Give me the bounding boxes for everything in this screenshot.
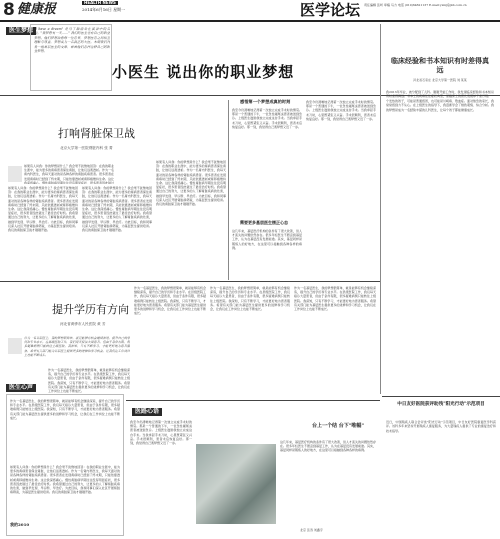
issue-line: 2014年6月16日 星期一: [82, 7, 126, 12]
article-title-clinical: 临床经验和书本知识有时差得真远: [391, 56, 489, 74]
feature-body-left: 我至今仍清晰地记得第一次独立完成手术时的情景。那是一个普通的下午，一位急性阑尾炎患者被送到急诊。上级医生鼓励我独立完成这台手术。当我拿起手术刀时，心里既紧张又兴奋。手术很顺利，患者术后恢复良好。那一刻，我觉得自己离梦想又近了一步。: [130, 420, 192, 446]
surgery-photo: [196, 444, 276, 524]
article-byline-clinical: 河北省石家庄 北京大学第一医院 刘 某某: [413, 78, 467, 82]
section-tag-feature: 医路心语: [132, 408, 162, 416]
article-title-education: 提升学历有方向: [52, 303, 129, 316]
article-body-education: 作为一名基层医生，我的梦想很简单，就是能够有机会继续深造，提升自己的学历和专业水平。在县级医院工作，我们每天接诊大量患者，但由于条件有限，很多疑难病例只能转往上级医院。我深知，只有不断学习，才能更好地为患者服务。希望有关部门能为基层医生提供更多的进修和学习机会，让我们在工作岗位上也能不断成长。: [24, 336, 130, 357]
middle-title: 感悟第一个梦想成真的时刻: [240, 99, 291, 104]
article-title-kidney: 打响肾脏保卫战: [58, 127, 135, 140]
main-headline: 小医生 说出你的职业梦想: [112, 63, 295, 81]
article-body-clinical: 我2013年毕业，被分配到了儿科。刚刚开始工作时，我发现临床经验和书本知识有时差得真远。书本上的疾病往往症状典型，而临床上的患儿表现却千差万别。一个发热的孩子，可能是普通感冒，也可能是川崎病、败血症。面对焦急的家长，我常常感到力不从心。在上级医生的指导下，我逐渐学会了细致观察、综合分析。我的梦想是成为一名经验丰富的儿科医生，让每个孩子都能健康成长。: [386, 90, 494, 112]
article-body-education-col4: 作为一名基层医生，我的梦想很简单，就是能够有机会继续深造，提升自己的学历和专业水平。在县级医院工作，我们每天接诊大量患者，但由于条件有限，很多疑难病例只能转往上级医院。我深知，只有不断学习，才能更好地为患者服务。希望有关部门能为基层医生提供更多的进修和学习机会，让我们在工作岗位上也能不断成长。: [294, 286, 376, 312]
feature-title: 台上一个结 台下"唯幅": [312, 423, 364, 429]
article-body-kidney-col1: 如果有人问我：你的梦想是什么？我会毫不犹豫地回答：在我的职业生涯中，能为更多的肾病患者保住肾脏，让他们远离透析。作为一名肾内科医生，我每天面对的是各种各样的肾脏疾病患者。很多患者在发现肾病时已经到了终末期，只能依靠透析或肾移植维持生命。这让我深感痛心。慢性肾脏病早期往往没有明显症状，很多患者因此错过了最佳治疗时机。我希望通过自己的努力，让更多的人了解肾脏疾病的危害，做到早发现、早诊断、早治疗。为此目标，我和同事们深入社区开展肾脏病筛查，为基层医生提供培训。我们的肾脏保卫战才刚刚开始。: [8, 186, 78, 233]
article-body-award: 近日，中国残疾人联合会评选"阳光行动"示范项目，中日友好医院康复医学科获评。该科多年来坚持开展残疾人康复服务，为大量残疾人提供了专业的康复治疗和技术指导。: [386, 420, 496, 433]
feature-body-right: 这几年来，基层医疗机构的条件有了很大改善，但人才流失的问题依然存在。很多年轻医生不愿意到基层工作，认为在基层没有发展前途。其实，基层同样是锻炼人的好地方，在这里可以接触到各种各样的病例。: [280, 440, 376, 453]
author-photo-1: [8, 166, 22, 182]
article-title-award: 中日友好医院获评助残"阳光行动"示范项目: [397, 402, 485, 407]
article-byline-kidney: 北京大学第一医院肾脏内科 张 菁: [60, 146, 113, 150]
paper-name-en: HEALTH NEWS: [84, 0, 116, 5]
middle-subtitle: 需要更多基层医生摆正心态: [240, 220, 288, 225]
author-photo-2: [8, 338, 22, 354]
quote-text: "I have a dream" 是马丁路德金在演讲中的名句。"我梦想有一天……" 我们的医生也有自己的职业梦想。他们梦想治愈每一位患者，梦想医患之间相互理解与尊重，梦想成为一名真正的大医。本期我们刊发一组基层医生的文章，看看他们怎样诠释自己的职业梦想。: [34, 27, 110, 54]
article-body-education-col3: 作为一名基层医生，我的梦想很简单，就是能够有机会继续深造，提升自己的学历和专业水平。在县级医院工作，我们每天接诊大量患者，但由于条件有限，很多疑难病例只能转往上级医院。我深知，只有不断学习，才能更好地为患者服务。希望有关部门能为基层医生提供更多的进修和学习机会，让我们在工作岗位上也能不断成长。: [210, 286, 290, 312]
middle-body-c: 我至今仍清晰地记得第一次独立完成手术时的情景。那是一个普通的下午，一位急性阑尾炎患者被送到急诊。上级医生鼓励我独立完成这台手术。当我拿起手术刀时，心里既紧张又兴奋。手术很顺利，患者术后恢复良好。那一刻，我觉得自己离梦想又近了一步。: [306, 100, 376, 121]
lower-left-title: 我的2010: [10, 522, 30, 527]
section-tag-voice: 医生心声: [6, 384, 36, 392]
quote-box: [30, 24, 112, 91]
article-body-kidney: 如果有人问我：你的梦想是什么？我会毫不犹豫地回答：在我的职业生涯中，能为更多的肾病患者保住肾脏，让他们远离透析。作为一名肾内科医生，我每天面对的是各种各样的肾脏疾病患者。很多患者在发现肾病时已经到了终末期，只能依靠透析或肾移植维持生命。这让我深感痛心。慢性肾脏病早期往往没有明显症状，很多患者因此错过: [24, 164, 114, 184]
masthead: [0, 0, 500, 22]
feature-byline: 北京 张涛 刘鑫宇: [300, 528, 323, 532]
middle-body-a: 我至今仍清晰地记得第一次独立完成手术时的情景。那是一个普通的下午，一位急性阑尾炎患者被送到急诊。上级医生鼓励我独立完成这台手术。当我拿起手术刀时，心里既紧张又兴奋。手术很顺利，患者术后恢复良好。那一刻，我觉得自己离梦想又近了一步。: [232, 108, 302, 129]
section-title: 医学论坛: [300, 1, 361, 19]
paper-name: 健康报: [17, 2, 57, 17]
middle-body-b: 这几年来，基层医疗机构的条件有了很大改善，但人才流失的问题依然存在。很多年轻医生不愿意到基层工作，认为在基层没有发展前途。其实，基层同样是锻炼人的好地方，在这里可以接触到各种各样的病例。: [232, 229, 302, 250]
section-tag-quote: 医生梦想: [6, 27, 36, 35]
page-number: 8: [3, 0, 15, 20]
article-byline-education: 河北省黄骅市人民医院 黄 芳: [60, 322, 106, 326]
editor-line: 责任编辑 张昕 审稿 马力 电话 (010)64621137 E-mail:yxmj@jkb.com.cn: [364, 3, 467, 7]
lower-left-text-b: 如果有人问我：你的梦想是什么？我会毫不犹豫地回答：在我的职业生涯中，能为更多的肾病患者保住肾脏，让他们远离透析。作为一名肾内科医生，我每天面对的是各种各样的肾脏疾病患者。很多患者在发现肾病时已经到了终末期，只能依靠透析或肾移植维持生命。这让我深感痛心。慢性肾脏病早期往往没有明显症状，很多患者因此错过了最佳治疗时机。我希望通过自己的努力，让更多的人了解肾脏疾病的危害，做到早发现、早诊断、早治疗。为此目标，我和同事们深入社区开展肾脏病筛查，为基层医生提供培训。我们的肾脏保卫战才刚刚开始。: [10, 465, 120, 495]
article-body-education-col1: 作为一名基层医生，我的梦想很简单，就是能够有机会继续深造，提升自己的学历和专业水平。在县级医院工作，我们每天接诊大量患者，但由于条件有限，很多疑难病例只能转往上级医院。我深知，只有不断学习，才能更好地为患者服务。希望有关部门能为基层医生提供更多的进修和学习机会，让我们在工作岗位上也能不断成长。: [48, 368, 130, 394]
article-body-education-col2: 作为一名基层医生，我的梦想很简单，就是能够有机会继续深造，提升自己的学历和专业水平。在县级医院工作，我们每天接诊大量患者，但由于条件有限，很多疑难病例只能转往上级医院。我深知，只有不断学习，才能更好地为患者服务。希望有关部门能为基层医生提供更多的进修和学习机会，让我们在工作岗位上也能不断成长。: [134, 286, 206, 316]
article-body-kidney-col3: 如果有人问我：你的梦想是什么？我会毫不犹豫地回答：在我的职业生涯中，能为更多的肾病患者保住肾脏，让他们远离透析。作为一名肾内科医生，我每天面对的是各种各样的肾脏疾病患者。很多患者在发现肾病时已经到了终末期，只能依靠透析或肾移植维持生命。这让我深感痛心。慢性肾脏病早期往往没有明显症状，很多患者因此错过了最佳治疗时机。我希望通过自己的努力，让更多的人了解肾脏疾病的危害，做到早发现、早诊断、早治疗。为此目标，我和同事们深入社区开展肾脏病筛查，为基层医生提供培训。我们的肾脏保卫战才刚刚开始。: [156, 160, 226, 207]
article-body-kidney-col2: 如果有人问我：你的梦想是什么？我会毫不犹豫地回答：在我的职业生涯中，能为更多的肾病患者保住肾脏，让他们远离透析。作为一名肾内科医生，我每天面对的是各种各样的肾脏疾病患者。很多患者在发现肾病时已经到了终末期，只能依靠透析或肾移植维持生命。这让我深感痛心。慢性肾脏病早期往往没有明显症状，很多患者因此错过了最佳治疗时机。我希望通过自己的努力，让更多的人了解肾脏疾病的危害，做到早发现、早诊断、早治疗。为此目标，我和同事们深入社区开展肾脏病筛查，为基层医生提供培训。我们的肾脏保卫战才刚刚开始。: [82, 186, 152, 233]
lower-left-text-a: 作为一名基层医生，我的梦想很简单，就是能够有机会继续深造，提升自己的学历和专业水平。在县级医院工作，我们每天接诊大量患者，但由于条件有限，很多疑难病例只能转往上级医院。我深知，只有不断学习，才能更好地为患者服务。希望有关部门能为基层医生提供更多的进修和学习机会，让我们在工作岗位上也能不断成长。: [10, 399, 120, 420]
lower-left-box: [6, 394, 124, 536]
